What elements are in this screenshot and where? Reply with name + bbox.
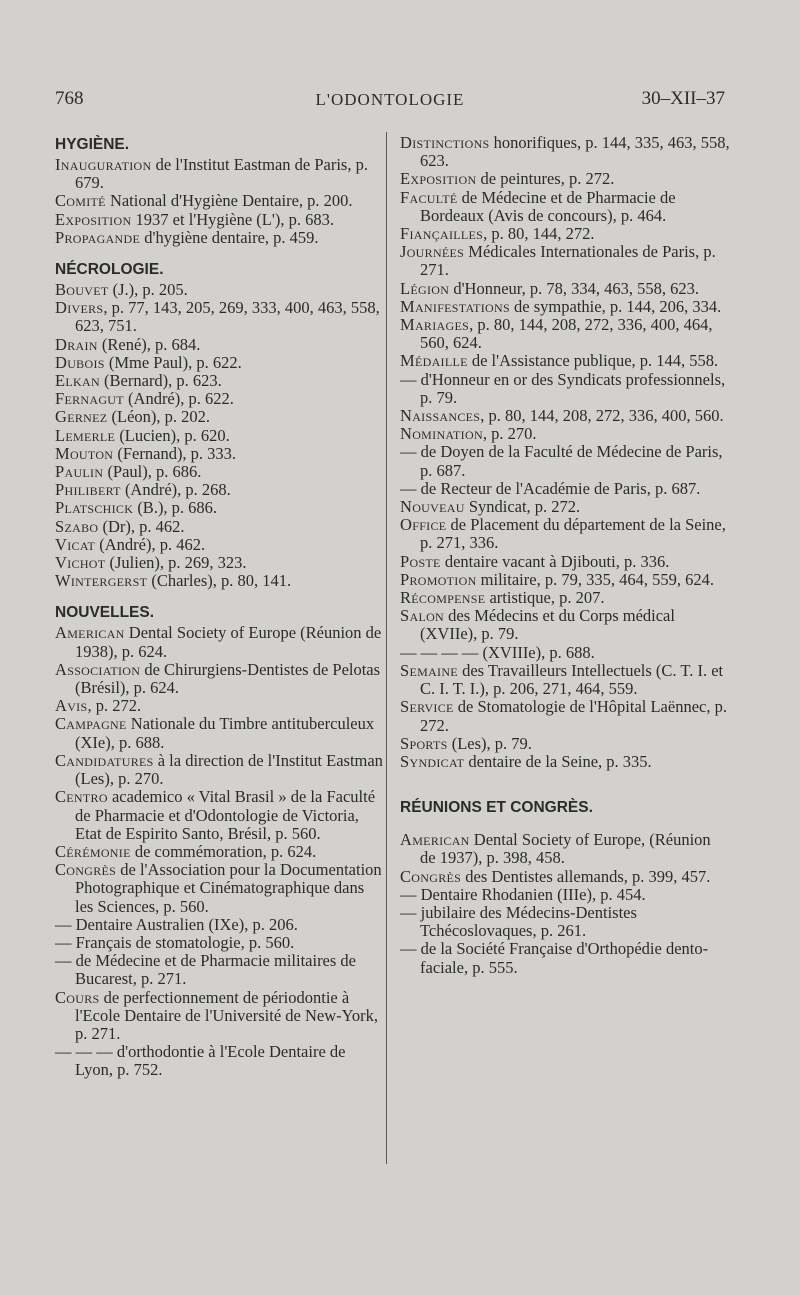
index-entry	[55, 408, 385, 426]
index-entry	[55, 499, 385, 517]
index-entry	[400, 571, 730, 589]
entry-text: (Léon), p. 202.	[107, 407, 211, 427]
entry-text: de perfectionnement de périodontie à l'Ecole Dentaire de l'Université de New-York, p. 271.	[75, 987, 379, 1043]
index-entry	[55, 463, 385, 481]
entry-text: de sympathie, p. 144, 206, 334.	[509, 296, 722, 316]
entry-keyword: Platschick	[55, 498, 134, 518]
nouvelles-entries	[55, 624, 385, 1079]
entry-text: — — — — (XVIIIe), p. 688.	[400, 642, 595, 662]
index-entry	[55, 390, 385, 408]
index-entry	[400, 243, 730, 279]
entry-keyword: Mariages	[400, 315, 470, 335]
page-number: 768	[55, 88, 84, 109]
entry-keyword: Association	[55, 659, 141, 679]
entry-text: artistique, p. 207.	[485, 588, 605, 608]
entry-keyword: Fernagut	[55, 389, 124, 409]
index-entry	[55, 211, 385, 229]
entry-text: (André), p. 622.	[123, 389, 234, 409]
index-entry	[55, 788, 385, 843]
index-entry	[400, 498, 730, 516]
entry-keyword: Office	[400, 515, 447, 535]
entry-keyword: Sports	[400, 733, 448, 753]
entry-text: des Travailleurs Intellectuels (C. T. I. et C. I. T. I.), p. 206, 271, 464, 559.	[420, 660, 724, 699]
index-entry	[55, 299, 385, 335]
index-entry	[400, 170, 730, 188]
entry-text: de peintures, p. 272.	[476, 169, 615, 189]
index-entry	[400, 280, 730, 298]
entry-keyword: Congrès	[400, 866, 462, 886]
index-entry	[55, 536, 385, 554]
index-entry	[55, 661, 385, 697]
index-entry	[55, 229, 385, 247]
right-column	[400, 134, 730, 977]
entry-text: National d'Hygiène Dentaire, p. 200.	[105, 191, 353, 211]
entry-keyword: Szabo	[55, 516, 99, 536]
entry-text: (B.), p. 686.	[133, 498, 218, 518]
entry-keyword: Lemerle	[55, 425, 116, 445]
index-entry	[400, 371, 730, 407]
entry-keyword: Promotion	[400, 569, 477, 589]
index-entry	[55, 372, 385, 390]
entry-keyword: Vichot	[55, 553, 106, 573]
entry-keyword: Wintergerst	[55, 571, 148, 591]
entry-text: , p. 80, 144, 208, 272, 336, 400, 560.	[480, 406, 724, 426]
entry-text: (Lucien), p. 620.	[115, 425, 230, 445]
entry-text: dentaire de la Seine, p. 335.	[464, 751, 652, 771]
index-entry	[55, 934, 385, 952]
index-entry	[400, 589, 730, 607]
entry-text: — de Doyen de la Faculté de Médecine de Paris, p. 687.	[400, 442, 723, 480]
entry-keyword: Congrès	[55, 860, 117, 880]
index-entry	[55, 916, 385, 934]
index-entry	[55, 354, 385, 372]
entry-keyword: Exposition	[400, 169, 477, 189]
entry-text: , p. 272.	[87, 696, 142, 716]
entry-keyword: Distinctions	[400, 133, 490, 152]
entry-text: d'hygiène dentaire, p. 459.	[140, 227, 319, 247]
entry-keyword: Poste	[400, 551, 441, 571]
index-entry	[55, 281, 385, 299]
index-entry	[400, 868, 730, 886]
entry-keyword: Dubois	[55, 352, 105, 372]
index-entry	[400, 831, 730, 867]
entry-keyword: Manifestations	[400, 296, 510, 316]
entry-text: (J.), p. 205.	[108, 280, 188, 300]
index-entry	[55, 554, 385, 572]
section-title-necrologie: NÉCROLOGIE.	[55, 261, 164, 279]
entry-keyword: Propagande	[55, 227, 141, 247]
entry-keyword: Gernez	[55, 407, 108, 427]
entry-keyword: Divers	[55, 298, 104, 318]
nouvelles-continued-entries	[400, 134, 730, 771]
entry-text: (Dr), p. 462.	[98, 516, 185, 536]
entry-text: — de Médecine et de Pharmacie militaires de Bucarest, p. 271.	[55, 951, 357, 989]
entry-text: (Charles), p. 80, 141.	[147, 571, 292, 591]
hygiene-entries	[55, 156, 385, 247]
index-entry	[55, 427, 385, 445]
entry-keyword: Médaille	[400, 351, 468, 371]
column-divider	[386, 132, 387, 1164]
index-entry	[55, 861, 385, 916]
entry-text: Médicales Internationales de Paris, p. 271.	[420, 242, 716, 280]
entry-keyword: Candidatures	[55, 750, 154, 770]
index-entry	[55, 156, 385, 192]
index-entry	[400, 225, 730, 243]
index-entry	[55, 1043, 385, 1079]
entry-text: Syndicat, p. 272.	[464, 497, 581, 517]
entry-keyword: Bouvet	[55, 280, 109, 300]
entry-text: 1937 et l'Hygiène (L'), p. 683.	[131, 209, 334, 229]
entry-keyword: Syndicat	[400, 751, 465, 771]
entry-keyword: Vicat	[55, 534, 96, 554]
entry-keyword: Journées	[400, 242, 465, 262]
entry-text: Nationale du Timbre antituberculeux (XIe), p. 688.	[75, 714, 375, 752]
section-title-hygiene: HYGIÈNE.	[55, 136, 130, 153]
index-entry	[55, 445, 385, 463]
entry-text: , p. 80, 144, 272.	[483, 224, 595, 244]
entry-keyword: Naissances	[400, 406, 481, 426]
entry-text: de l'Institut Eastman de Paris, p. 679.	[75, 155, 368, 193]
index-entry	[55, 989, 385, 1044]
entry-text: militaire, p. 79, 335, 464, 559, 624.	[476, 569, 714, 589]
entry-text: dentaire vacant à Djibouti, p. 336.	[440, 551, 670, 571]
entry-keyword: Comité	[55, 191, 106, 211]
entry-text: de Placement du département de la Seine, p. 271, 336.	[420, 515, 726, 553]
entry-keyword: American	[400, 830, 470, 850]
entry-text: (Julien), p. 269, 323.	[105, 553, 247, 573]
index-entry	[55, 715, 385, 751]
index-entry	[400, 316, 730, 352]
index-entry	[400, 940, 730, 976]
index-entry	[55, 697, 385, 715]
entry-text: de l'Association pour la Documentation Photographique et Cinématographique dans les Sciences, p. 560.	[75, 860, 382, 916]
entry-keyword: Nomination	[400, 424, 483, 444]
entry-text: à la direction de l'Institut Eastman (Les), p. 270.	[75, 750, 383, 789]
index-entry	[400, 480, 730, 498]
entry-text: — jubilaire des Médecins-Dentistes Tchécoslovaques, p. 261.	[400, 902, 637, 941]
index-entry	[400, 189, 730, 225]
index-entry	[400, 904, 730, 940]
entry-text: (Paul), p. 686.	[103, 462, 202, 482]
necrologie-entries	[55, 281, 385, 590]
entry-text: de l'Assistance publique, p. 144, 558.	[467, 351, 719, 371]
index-entry	[55, 192, 385, 210]
entry-text: (Les), p. 79.	[447, 733, 532, 753]
entry-text: — — — d'orthodontie à l'Ecole Dentaire de Lyon, p. 752.	[55, 1042, 346, 1080]
entry-keyword: Exposition	[55, 209, 132, 229]
entry-keyword: Cours	[55, 987, 100, 1007]
index-entry	[400, 553, 730, 571]
entry-text: Dental Society of Europe, (Réunion de 1937), p. 398, 458.	[420, 830, 711, 868]
index-entry	[55, 843, 385, 861]
index-entry	[55, 481, 385, 499]
index-entry	[55, 952, 385, 988]
index-entry	[400, 644, 730, 662]
index-entry	[55, 518, 385, 536]
entry-keyword: Nouveau	[400, 497, 465, 517]
entry-keyword: Paulin	[55, 462, 104, 482]
entry-text: (André), p. 462.	[95, 534, 206, 554]
entry-text: (Mme Paul), p. 622.	[104, 352, 242, 372]
entry-keyword: Cérémonie	[55, 841, 131, 861]
entry-keyword: Campagne	[55, 714, 127, 734]
index-entry	[55, 336, 385, 354]
index-entry	[400, 425, 730, 443]
entry-keyword: Mouton	[55, 443, 114, 463]
left-column	[55, 134, 385, 1080]
entry-text: — de la Société Française d'Orthopédie dento-faciale, p. 555.	[400, 939, 709, 977]
entry-text: (André), p. 268.	[120, 480, 231, 500]
entry-text: — de Recteur de l'Académie de Paris, p. 687.	[400, 478, 701, 498]
entry-text: (Bernard), p. 623.	[99, 371, 222, 391]
index-entry	[55, 572, 385, 590]
issue-date: 30–XII–37	[641, 88, 725, 109]
entry-keyword: Drain	[55, 334, 98, 354]
index-entry	[400, 407, 730, 425]
entry-text: de Médecine et de Pharmacie de Bordeaux (Avis de concours), p. 464.	[420, 187, 676, 225]
entry-keyword: American	[55, 623, 125, 643]
entry-keyword: Centro	[55, 787, 108, 807]
entry-text: (Fernand), p. 333.	[113, 443, 237, 463]
index-entry	[400, 698, 730, 734]
entry-keyword: Inauguration	[55, 155, 152, 174]
entry-text: de Stomatologie de l'Hôpital Laënnec, p. 272.	[420, 697, 727, 735]
entry-text: — Dentaire Rhodanien (IIIe), p. 454.	[400, 884, 646, 904]
entry-text: des Médecins et du Corps médical (XVIIe), p. 79.	[420, 606, 675, 644]
index-entry	[400, 516, 730, 552]
section-title-reunions: RÉUNIONS ET CONGRÈS.	[400, 799, 593, 817]
entry-text: , p. 80, 144, 208, 272, 336, 400, 464, 560, 624.	[420, 315, 713, 353]
index-entry	[400, 298, 730, 316]
entry-text: des Dentistes allemands, p. 399, 457.	[461, 866, 711, 886]
index-entry	[400, 662, 730, 698]
index-entry	[400, 753, 730, 771]
entry-keyword: Elkan	[55, 371, 100, 391]
entry-keyword: Récompense	[400, 588, 486, 608]
page-header	[55, 88, 725, 118]
index-entry	[400, 134, 730, 170]
entry-keyword: Salon	[400, 606, 445, 626]
entry-text: , p. 77, 143, 205, 269, 333, 400, 463, 558, 623, 751.	[75, 298, 380, 336]
index-entry	[55, 752, 385, 788]
running-title: L'ODONTOLOGIE	[315, 90, 465, 109]
index-entry	[400, 607, 730, 643]
entry-keyword: Faculté	[400, 187, 458, 207]
entry-text: (René), p. 684.	[97, 334, 201, 354]
entry-keyword: Avis	[55, 696, 88, 716]
entry-text: — d'Honneur en or des Syndicats professionnels, p. 79.	[400, 369, 726, 407]
entry-text: de commémoration, p. 624.	[130, 841, 317, 861]
entry-keyword: Fiançailles	[400, 224, 484, 244]
index-entry	[400, 735, 730, 753]
entry-text: — Dentaire Australien (IXe), p. 206.	[55, 914, 298, 934]
entry-keyword: Semaine	[400, 660, 458, 680]
index-entry	[400, 443, 730, 479]
entry-text: de Chirurgiens-Dentistes de Pelotas (Brésil), p. 624.	[75, 659, 381, 698]
entry-text: — Français de stomatologie, p. 560.	[55, 932, 295, 952]
entry-text: , p. 270.	[482, 424, 537, 444]
entry-keyword: Philibert	[55, 480, 121, 500]
reunions-entries	[400, 831, 730, 977]
entry-text: d'Honneur, p. 78, 334, 463, 558, 623.	[449, 278, 699, 298]
entry-text: academico « Vital Brasil » de la Faculté de Pharmacie et d'Odontologie de Victoria, Etat de Espirito Santo, Brésil, p. 560.	[75, 787, 376, 843]
index-entry	[400, 352, 730, 370]
entry-text: honorifiques, p. 144, 335, 463, 558, 623.	[420, 133, 730, 171]
entry-keyword: Légion	[400, 278, 450, 298]
index-entry	[400, 886, 730, 904]
section-title-nouvelles: NOUVELLES.	[55, 604, 155, 622]
index-entry	[55, 624, 385, 660]
entry-text: Dental Society of Europe (Réunion de 1938), p. 624.	[75, 623, 382, 661]
entry-keyword: Service	[400, 697, 454, 717]
